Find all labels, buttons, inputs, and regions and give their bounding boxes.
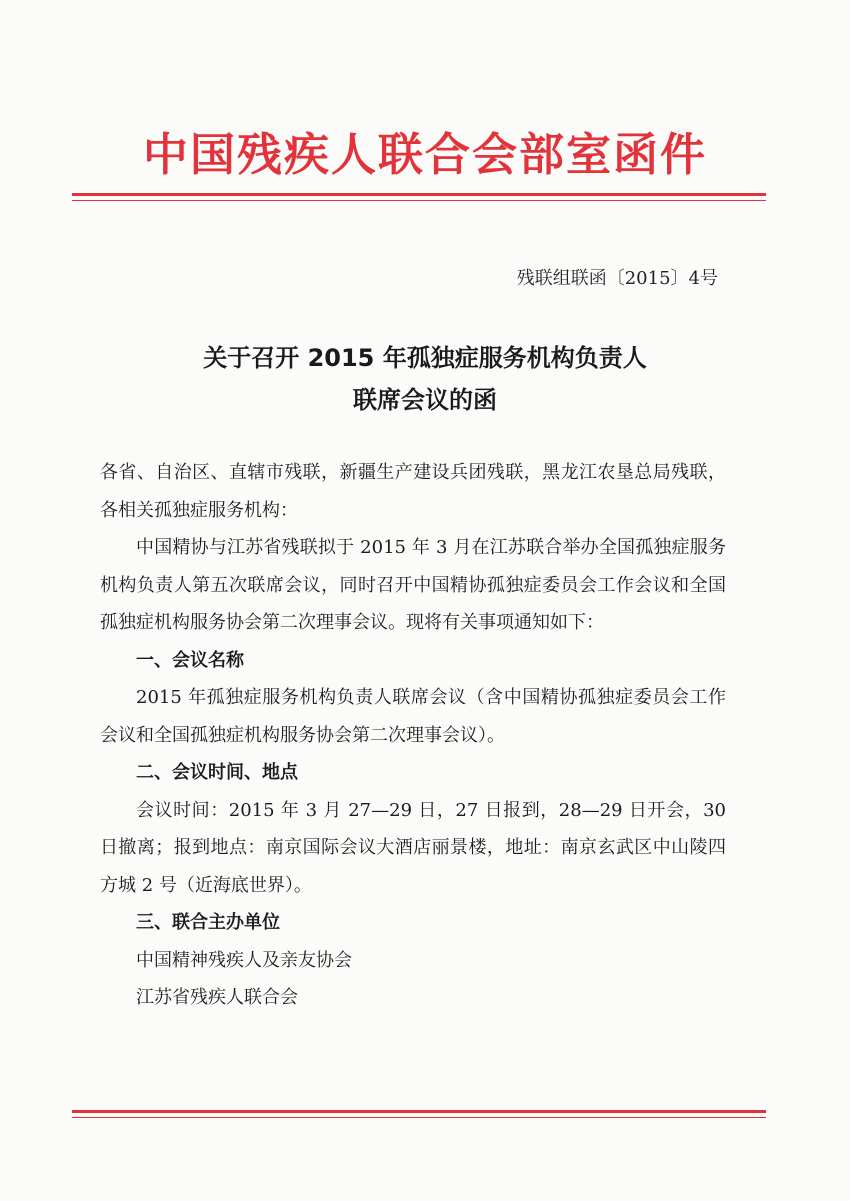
letterhead-title: 中国残疾人联合会部室函件 [142, 128, 707, 181]
letterhead-rule-top [72, 193, 766, 196]
organizer-item: 中国精神残疾人及亲友协会 [136, 949, 352, 971]
letterhead-rule-bottom [72, 200, 766, 201]
footer-rule-top [72, 1110, 766, 1113]
document-title-line-2: 联席会议的函 [353, 386, 497, 414]
organizer-item: 江苏省残疾人联合会 [136, 987, 298, 1008]
section-3-heading: 三、联合主办单位 [136, 912, 280, 933]
section-2-text: 会议时间：2015 年 3 月 27—29 日，27 日报到，28—29 日开会，30 日撤离；报到地点：南京国际会议大酒店丽景楼，地址：南京玄武区中山陵四方城 2 号（近海底世界）。 [100, 799, 726, 896]
section-2-heading: 二、会议时间、地点 [136, 762, 298, 783]
section-1-heading: 一、会议名称 [136, 649, 244, 671]
footer-rule-bottom [72, 1117, 766, 1118]
section-1-text: 2015 年孤独症服务机构负责人联席会议（含中国精协孤独症委员会工作会议和全国孤独症机构服务协会第二次理事会议）。 [100, 687, 726, 746]
document-number: 残联组联函〔2015〕4号 [516, 268, 718, 289]
document-body [100, 454, 726, 1017]
document-title-line-1: 关于召开 2015 年孤独症服务机构负责人 [203, 344, 647, 372]
salutation: 各省、自治区、直辖市残联，新疆生产建设兵团残联，黑龙江农垦总局残联，各相关孤独症服务机构： [100, 462, 726, 521]
intro-paragraph: 中国精协与江苏省残联拟于 2015 年 3 月在江苏联合举办全国孤独症服务机构负责人第五次联席会议，同时召开中国精协孤独症委员会工作会议和全国孤独症机构服务协会第二次理事会议。现将有关事项通知如下： [100, 537, 726, 633]
